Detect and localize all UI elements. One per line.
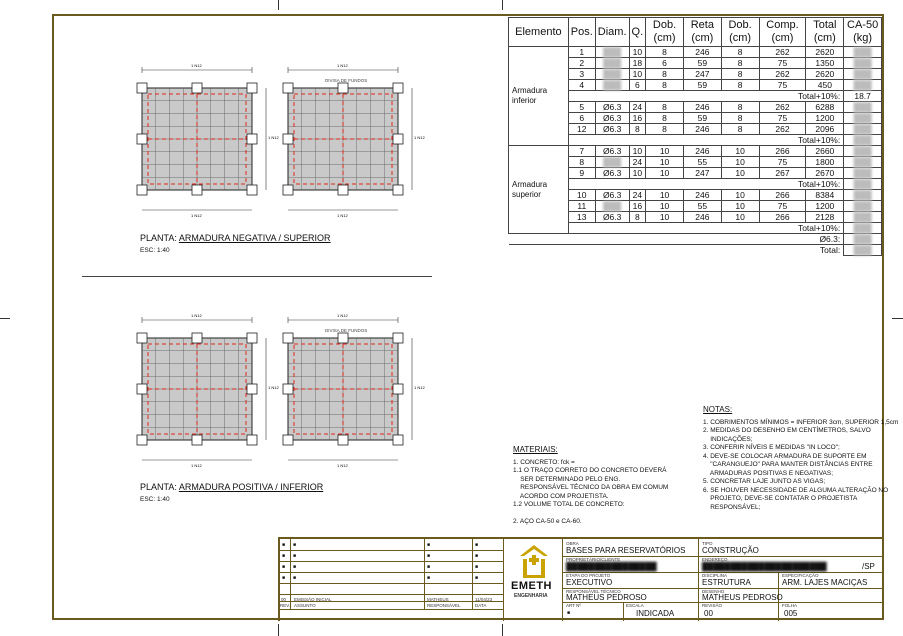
obra-value: BASES PARA RESERVATÓRIOS [566, 546, 686, 555]
table-cell: 2670 [806, 168, 844, 179]
total-value: 18.7 [844, 91, 882, 102]
sheet-tick-top [278, 0, 279, 10]
side-label: 1 N12 [268, 385, 279, 390]
table-cell: 18 [629, 58, 646, 69]
table-cell: 10 [646, 190, 684, 201]
table-header-cell: Reta (cm) [683, 18, 721, 47]
table-cell: 262 [759, 69, 806, 80]
column-box [283, 384, 293, 394]
table-cell: 13 [568, 212, 595, 223]
column-box [192, 83, 202, 93]
caption-prefix: PLANTA: [140, 482, 179, 492]
spec-value: ARM. LAJES MACIÇAS [782, 578, 868, 587]
table-cell: ███ [844, 80, 882, 91]
rev-responsible: MATHEUS [427, 597, 449, 602]
table-cell: 75 [759, 201, 806, 212]
side-label: 1 N12 [414, 135, 425, 140]
note-item: INDICAÇÕES; [703, 435, 753, 443]
title-block: ■ ■ ■ ■ ■ ■ ■ ■ ■ ■ ■ ■ ■ ■ ■ ■ 00 EMISSÃO INICIAL MATHEUS 11/04/23 REV. ASSUNTO RESPONSÁVEL DATA EMETH ENGENHARIA OBRA BASES PARA RESERVATÓRIOS TIPO CONSTRUÇÃO PROPRIETÁRIO/CLIENTE ████████████████ ENDEREÇO ██████████████████████ /SP ETAPA DO PROJETO EXECUTIVO DISCIPLINA ESTRUTURA ESPECIFICAÇÃO ARM. LAJES MACIÇAS RESPONSÁVEL TÉCNICO MATHEUS PEDROSO DESENHO MATHEUS PEDROSO ART Nº ■ ESCALA INDICADA REVISÃO 00 FOLHA 005 [278, 537, 882, 621]
column-box [137, 333, 147, 343]
total-label: Total+10%: [568, 223, 843, 234]
table-cell: 266 [759, 146, 806, 157]
table-cell: 1800 [806, 157, 844, 168]
table-cell: ███ [844, 102, 882, 113]
table-header-cell: Pos. [568, 18, 595, 47]
table-cell: 3 [568, 69, 595, 80]
element-label: Armadura inferior [509, 47, 569, 146]
materials-title: MATERIAIS: [513, 445, 558, 454]
table-header-cell: Elemento [509, 18, 569, 47]
caption-title: ARMADURA POSITIVA / INFERIOR [178, 482, 324, 492]
table-cell: 8 [646, 113, 684, 124]
side-label: 1 N12 [414, 385, 425, 390]
column-box [283, 134, 293, 144]
side-label: 1 N12 [268, 135, 279, 140]
column-box [192, 185, 202, 195]
table-cell: ███ [844, 201, 882, 212]
table-cell: ███ [595, 58, 629, 69]
table-cell: 9 [568, 168, 595, 179]
table-cell: 8 [721, 47, 759, 58]
rev-header-rev: REV. [280, 603, 291, 608]
sheet-tick-bottom [278, 624, 279, 636]
company-name: EMETH [511, 580, 552, 592]
material-item: RESPONSÁVEL TÉCNICO DA OBRA EM COMUM [513, 484, 669, 491]
table-header-cell: Diam. [595, 18, 629, 47]
section-divider [82, 276, 432, 277]
table-cell: 24 [629, 157, 646, 168]
material-item: 1. CONCRETO: fck = [513, 458, 575, 466]
column-box [393, 435, 403, 445]
note-item: "CARANGUEJO" PARA MANTER DISTÂNCIAS ENTRE [703, 461, 873, 468]
table-cell: 267 [759, 168, 806, 179]
discipline-label: DISCIPLINA [702, 573, 728, 578]
sheet-tick-top-right [502, 0, 503, 10]
table-cell: 24 [629, 190, 646, 201]
table-cell: 10 [721, 201, 759, 212]
dimension-label: 1 N12 [337, 213, 348, 218]
emeth-logo-icon [519, 544, 549, 578]
column-box [192, 333, 202, 343]
table-cell: ███ [844, 69, 882, 80]
dimension-label: 1 N12 [191, 213, 202, 218]
table-cell: 8 [721, 58, 759, 69]
table-cell: 10 [646, 212, 684, 223]
sheet-value: 005 [784, 609, 798, 618]
column-box [393, 384, 403, 394]
dimension-label: 1 N12 [337, 463, 348, 468]
table-cell: ███ [844, 212, 882, 223]
table-cell: 16 [629, 113, 646, 124]
dimension-label: 1 N12 [191, 463, 202, 468]
element-label: Armadura superior [509, 146, 569, 234]
table-cell: 4 [568, 80, 595, 91]
tipo-label: TIPO [702, 541, 713, 546]
material-item: ACORDO COM PROJETISTA. [513, 492, 609, 500]
caption-negative [140, 233, 331, 243]
total-value: ███ [844, 179, 882, 190]
table-cell: ███ [595, 80, 629, 91]
table-row [509, 47, 882, 58]
note-item: 6. SE HOUVER NECESSIDADE DE ALGUMA ALTERAÇÃO NO [703, 486, 889, 494]
table-cell: 8 [568, 157, 595, 168]
table-cell: 2620 [806, 69, 844, 80]
table-cell: 8 [646, 47, 684, 58]
scale-negative: ESC: 1:40 [140, 247, 170, 254]
table-cell: ███ [844, 168, 882, 179]
table-cell: 246 [683, 146, 721, 157]
table-cell: 16 [629, 201, 646, 212]
plan-positive-left [112, 308, 279, 473]
total-label: Total+10%: [568, 135, 843, 146]
column-box [393, 185, 403, 195]
table-cell: 8 [629, 212, 646, 223]
column-box [338, 83, 348, 93]
material-item: 2. AÇO CA-50 e CA-60. [513, 518, 582, 525]
caption-positive [140, 482, 323, 492]
total-label: Total+10%: [568, 179, 843, 190]
table-cell: 75 [759, 113, 806, 124]
table-cell: ███ [844, 47, 882, 58]
note-item: 4. DEVE-SE COLOCAR ARMADURA DE SUPORTE EM [703, 452, 867, 460]
table-cell: 8384 [806, 190, 844, 201]
column-box [247, 185, 257, 195]
table-cell: 2 [568, 58, 595, 69]
table-cell: ███ [844, 157, 882, 168]
table-header-cell: Q. [629, 18, 646, 47]
table-cell: 59 [683, 80, 721, 91]
table-cell: 1200 [806, 201, 844, 212]
stage-value: EXECUTIVO [566, 578, 613, 587]
table-cell: 8 [646, 124, 684, 135]
table-cell: 1 [568, 47, 595, 58]
column-box [137, 384, 147, 394]
table-cell: 266 [759, 212, 806, 223]
table-cell: 262 [759, 124, 806, 135]
rev-subject: EMISSÃO INICIAL [294, 597, 332, 602]
divisa-label: DIVISA DE FUNDOS [325, 78, 368, 83]
revision-label: REVISÃO [702, 603, 723, 608]
table-cell: ███ [844, 146, 882, 157]
table-cell: 2660 [806, 146, 844, 157]
table-cell: 75 [759, 80, 806, 91]
revision-value: 00 [704, 609, 713, 618]
table-cell: Ø6.3 [595, 102, 629, 113]
material-item: 1.1 O TRAÇO CORRETO DO CONCRETO DEVERÁ [513, 467, 667, 474]
rev-header-subject: ASSUNTO [294, 603, 316, 608]
table-cell: 2128 [806, 212, 844, 223]
table-cell: 6 [629, 80, 646, 91]
table-cell: 246 [683, 47, 721, 58]
summary-label: Ø6.3: [509, 234, 844, 245]
column-box [247, 435, 257, 445]
table-cell: 247 [683, 168, 721, 179]
column-box [247, 384, 257, 394]
table-cell: Ø6.3 [595, 190, 629, 201]
table-cell: 8 [721, 124, 759, 135]
table-header-cell: Comp. (cm) [759, 18, 806, 47]
table-cell: ███ [595, 47, 629, 58]
summary-value: ███ [844, 245, 882, 256]
table-cell: ███ [844, 124, 882, 135]
column-box [393, 333, 403, 343]
table-cell: Ø6.3 [595, 168, 629, 179]
table-cell: 10 [646, 146, 684, 157]
sheet-label: FOLHA [782, 603, 798, 608]
table-cell: 11 [568, 201, 595, 212]
column-box [283, 435, 293, 445]
column-box [247, 134, 257, 144]
table-cell: 8 [721, 80, 759, 91]
table-cell: ███ [595, 201, 629, 212]
plan-positive-right [270, 308, 425, 473]
stage-label: ETAPA DO PROJETO [566, 573, 611, 578]
table-cell: 10 [721, 212, 759, 223]
column-box [247, 83, 257, 93]
total-value: ███ [844, 135, 882, 146]
column-box [137, 435, 147, 445]
table-cell: 1350 [806, 58, 844, 69]
tipo-value: CONSTRUÇÃO [702, 546, 759, 555]
table-cell: 8 [721, 113, 759, 124]
note-item: 5. CONCRETAR LAJE JUNTO AS VIGAS; [703, 478, 826, 485]
table-cell: Ø6.3 [595, 113, 629, 124]
owner-value: ████████████████ [566, 562, 657, 571]
table-cell: 59 [683, 58, 721, 69]
total-label: Total+10%: [568, 91, 843, 102]
table-cell: 59 [683, 113, 721, 124]
caption-prefix: PLANTA: [140, 233, 179, 243]
column-box [192, 435, 202, 445]
table-cell: 5 [568, 102, 595, 113]
note-item: 2. MEDIDAS DO DESENHO EM CENTÍMETROS, SALVO [703, 427, 871, 434]
table-header-cell: Dob. (cm) [646, 18, 684, 47]
table-cell: 262 [759, 102, 806, 113]
table-cell: 246 [683, 124, 721, 135]
column-box [247, 333, 257, 343]
table-cell: 8 [646, 102, 684, 113]
note-item: ARMADURAS POSITIVAS E NEGATIVAS; [703, 469, 834, 477]
table-cell: 247 [683, 69, 721, 80]
art-bullet: ■ [567, 610, 571, 616]
scale-value: INDICADA [636, 609, 675, 618]
table-cell: 10 [629, 146, 646, 157]
table-cell: 12 [568, 124, 595, 135]
column-box [338, 185, 348, 195]
table-cell: 10 [646, 157, 684, 168]
column-box [137, 83, 147, 93]
table-cell: 55 [683, 201, 721, 212]
notes-block [703, 405, 899, 512]
table-cell: 8 [646, 69, 684, 80]
table-cell: 8 [721, 69, 759, 80]
summary-value: ███ [844, 234, 882, 245]
art-label: ART Nº [566, 603, 581, 608]
table-cell: 246 [683, 190, 721, 201]
sheet-tick-bottom-right [502, 624, 503, 636]
table-cell: 10 [568, 190, 595, 201]
rev-header-responsible: RESPONSÁVEL [427, 603, 461, 608]
spec-label: ESPECIFICAÇÃO [782, 573, 819, 578]
table-cell: 10 [721, 157, 759, 168]
note-item: 3. CONFERIR NÍVEIS E MEDIDAS "IN LOCO"; [703, 444, 840, 451]
scale-positive: ESC: 1:40 [140, 496, 170, 503]
table-cell: 450 [806, 80, 844, 91]
table-cell: ███ [595, 69, 629, 80]
column-box [338, 435, 348, 445]
dimension-label: 1 N12 [191, 63, 202, 68]
table-cell: 262 [759, 47, 806, 58]
plan-negative-right [270, 58, 425, 223]
table-cell: ███ [844, 58, 882, 69]
table-cell: 6 [568, 113, 595, 124]
note-item: PROJETO, DEVE-SE CONTATAR O PROJETISTA [703, 495, 858, 502]
address-value: ██████████████████████ [702, 562, 827, 571]
column-box [338, 333, 348, 343]
table-cell: 10 [646, 168, 684, 179]
table-cell: 55 [683, 157, 721, 168]
table-cell: 24 [629, 102, 646, 113]
dimension-label: 1 N12 [191, 313, 202, 318]
table-cell: 10 [721, 146, 759, 157]
address-suffix: /SP [862, 562, 875, 571]
rebar-schedule-table [508, 17, 882, 256]
note-item: 1. COBRIMENTOS MÍNIMOS = INFERIOR 3cm, SUPERIOR 1,5cm [703, 418, 899, 426]
table-row [509, 146, 882, 157]
caption-title: ARMADURA NEGATIVA / SUPERIOR [178, 233, 331, 243]
table-cell: 10 [721, 168, 759, 179]
table-cell: 246 [683, 102, 721, 113]
plan-negative-left [112, 58, 279, 223]
table-header-cell: Dob. (cm) [721, 18, 759, 47]
sheet-tick-left [0, 318, 10, 319]
table-cell: 6 [646, 58, 684, 69]
column-box [137, 185, 147, 195]
table-cell: 8 [646, 80, 684, 91]
table-cell: Ø6.3 [595, 212, 629, 223]
table-cell: 75 [759, 157, 806, 168]
table-header-cell: CA-50 (kg) [844, 18, 882, 47]
material-item: 1.2 VOLUME TOTAL DE CONCRETO: [513, 501, 625, 508]
table-cell: 246 [683, 212, 721, 223]
table-cell: 1200 [806, 113, 844, 124]
table-cell: ███ [595, 157, 629, 168]
divisa-label: DIVISA DE FUNDOS [325, 328, 368, 333]
drawn-by-value: MATHEUS PEDROSO [702, 593, 783, 602]
total-value: ███ [844, 223, 882, 234]
table-cell: 2096 [806, 124, 844, 135]
sheet-tick-right [892, 318, 903, 319]
table-cell: 8 [629, 124, 646, 135]
table-cell: 10 [646, 201, 684, 212]
material-item [513, 510, 703, 519]
table-header-cell: Total (cm) [806, 18, 844, 47]
column-box [283, 83, 293, 93]
table-cell: 10 [629, 47, 646, 58]
table-cell: 6288 [806, 102, 844, 113]
drawn-by-label: DESENHO [702, 589, 725, 594]
table-cell: Ø6.3 [595, 146, 629, 157]
column-box [393, 83, 403, 93]
rev-header-date: DATA [475, 603, 487, 608]
table-cell: 266 [759, 190, 806, 201]
table-summary-row [509, 245, 882, 256]
material-item: SER DETERMINADO PELO ENG. [513, 475, 621, 483]
column-box [137, 134, 147, 144]
technical-lead-value: MATHEUS PEDROSO [566, 593, 647, 602]
table-cell: 10 [629, 168, 646, 179]
company-subtitle: ENGENHARIA [514, 593, 548, 599]
table-cell: Ø6.3 [595, 124, 629, 135]
rev-number: 00 [281, 597, 287, 602]
table-cell: 75 [759, 58, 806, 69]
table-cell: 8 [721, 102, 759, 113]
notes-title: NOTAS: [703, 405, 733, 414]
table-cell: ███ [844, 190, 882, 201]
summary-label: Total: [509, 245, 844, 256]
column-box [283, 333, 293, 343]
scale-label: ESCALA [626, 603, 644, 608]
table-cell: 7 [568, 146, 595, 157]
address-label: ENDEREÇO [702, 557, 728, 562]
materials-block [513, 446, 703, 527]
table-cell: ███ [844, 113, 882, 124]
table-summary-row [509, 234, 882, 245]
obra-label: OBRA [566, 541, 579, 546]
column-box [393, 134, 403, 144]
rev-date: 11/04/23 [475, 597, 493, 602]
note-item: RESPONSÁVEL; [703, 503, 761, 511]
technical-lead-label: RESPONSÁVEL TÉCNICO [566, 589, 621, 594]
owner-label: PROPRIETÁRIO/CLIENTE [566, 557, 621, 562]
dimension-label: 1 N12 [337, 313, 348, 318]
table-cell: 10 [629, 69, 646, 80]
dimension-label: 1 N12 [337, 63, 348, 68]
column-box [283, 185, 293, 195]
table-cell: 10 [721, 190, 759, 201]
discipline-value: ESTRUTURA [702, 578, 751, 587]
table-cell: 2620 [806, 47, 844, 58]
